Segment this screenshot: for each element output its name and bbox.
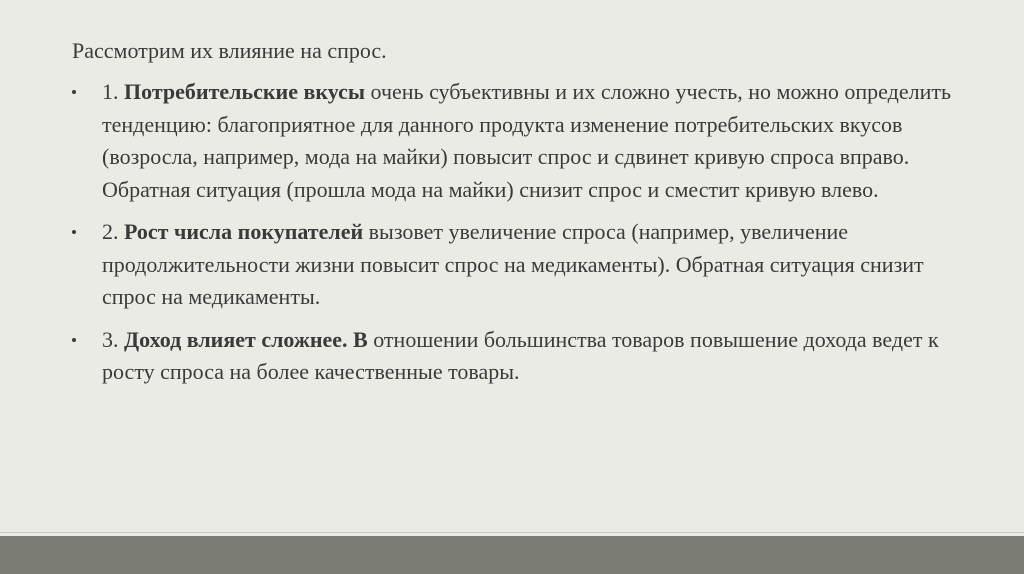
bullet-text: очень субъективны и их сложно учесть, но можно определить тенденцию: благоприятное для данного продукта изменение потребительских вкусов (возросла, например, мода на майки) повысит спрос и сдвинет кривую спроса вправо. Обратная ситуация (прошла мода на майки) снизит спрос и сместит кривую влево. [102,79,952,202]
bullet-bold-text: Потребительские вкусы [124,79,366,104]
bullet-prefix: 2. [102,219,124,244]
bullet-item-1 [72,76,972,206]
bullet-text: отношении большинства товаров повышение дохода ведет к росту спроса на более качественные товары. [102,326,939,384]
bullet-dot-icon [72,90,76,94]
bullet-bold-text: Рост числа покупателей [124,219,364,244]
bullet-prefix: 1. [102,79,124,104]
bullet-list [72,76,972,389]
bullet-dot-icon [72,338,76,342]
slide-content [72,36,972,399]
slide-intro: Рассмотрим их влияние на спрос. [72,38,387,63]
bullet-text: вызовет увеличение спроса (например, увеличение продолжительности жизни повысит спрос на медикаменты). Обратная ситуация снизит спрос на медикаменты. [102,219,924,309]
bullet-bold-text: Доход влияет сложнее. В [124,326,368,352]
bullet-dot-icon [72,230,76,234]
bullet-item-2 [72,216,972,314]
footer-bar [0,536,1024,574]
footer-divider [0,532,1024,533]
bullet-prefix: 3. [102,326,124,352]
bullet-item-3 [72,324,972,389]
